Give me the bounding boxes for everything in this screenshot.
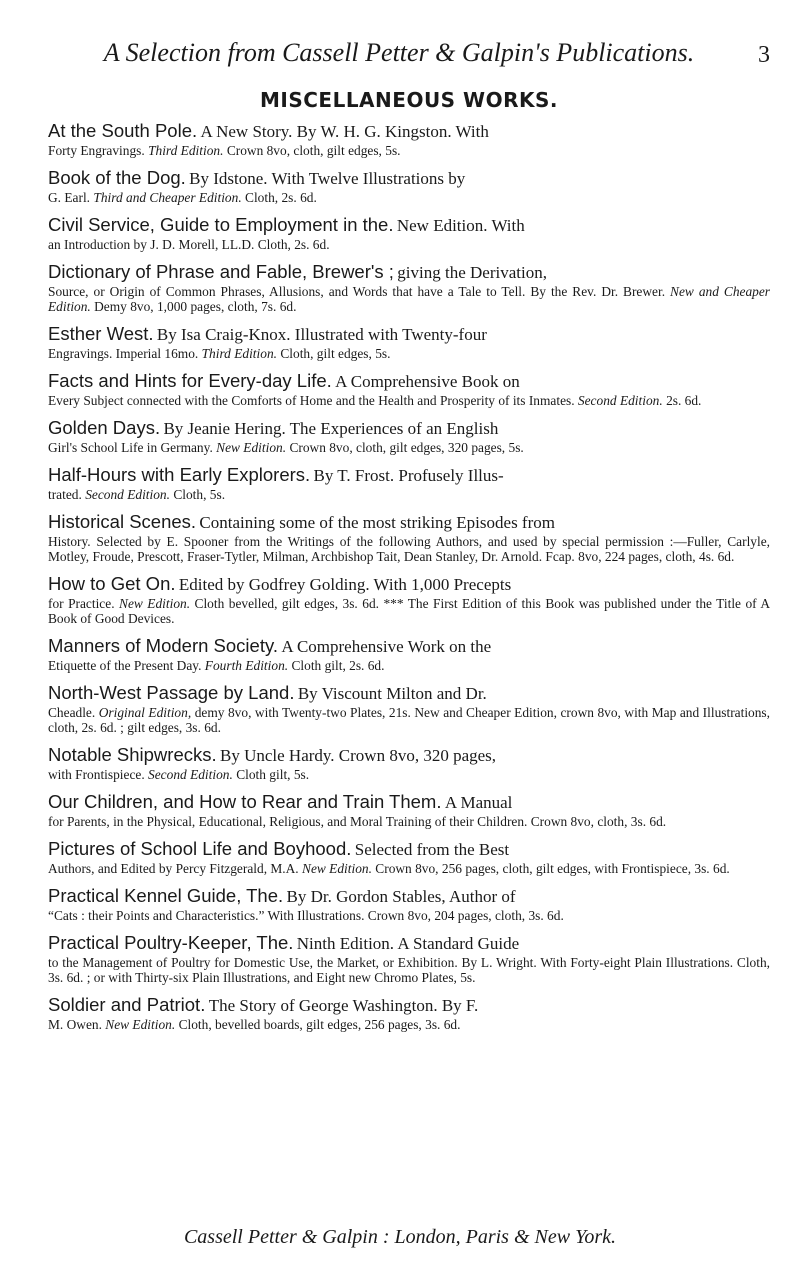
entry-edition: New and Cheaper Edition. — [48, 284, 770, 314]
entry-lead: A New Story. By W. H. G. Kingston. With — [200, 122, 489, 141]
running-head — [48, 36, 770, 70]
entry-description: History. Selected by E. Spooner from the Writings of the following Authors, and used by special permission :—Fuller, Carlyle, Motley, Froude, Prescott, Fraser-Tytler, Milman, Archbishop Tait, Dean Stanley, Dr. Arnold. Fcap. 8vo, 224 pages, cloth, 4s. 6d. — [48, 534, 770, 564]
entry-lead: By Jeanie Hering. The Experiences of an English — [163, 419, 499, 438]
catalogue-entry — [48, 994, 770, 1032]
catalogue-entry — [48, 323, 770, 361]
entry-lead: A Comprehensive Book on — [335, 372, 520, 391]
entry-edition: Second Edition. — [577, 393, 663, 408]
entry-edition: Third and Cheaper Edition. — [93, 190, 242, 205]
entry-lead: Containing some of the most striking Episodes from — [199, 513, 555, 532]
entry-description: G. Earl. — [48, 190, 94, 205]
catalogue-entry — [48, 682, 770, 735]
entry-lead: By T. Frost. Profusely Illus- — [313, 466, 504, 485]
entry-details: Cloth, 2s. 6d. — [241, 190, 317, 205]
entry-lead: giving the Derivation, — [397, 263, 547, 282]
entry-description: Source, or Origin of Common Phrases, Allusions, and Words that have a Tale to Tell. By the Rev. Dr. Brewer. — [48, 284, 671, 299]
entry-description: M. Owen. — [48, 1017, 106, 1032]
entry-description: “Cats : their Points and Characteristics.” With Illustrations. Crown 8vo, 204 pages, cloth, 3s. 6d. — [48, 908, 564, 923]
entry-details: Cloth gilt, 5s. — [232, 767, 310, 782]
section-title: MISCELLANEOUS WORKS. — [259, 88, 559, 112]
entry-lead: Selected from the Best — [354, 840, 510, 859]
entry-lead: The Story of George Washington. By F. — [208, 996, 479, 1015]
entry-details: Crown 8vo, 256 pages, cloth, gilt edges, with Frontispiece, 3s. 6d. — [371, 861, 730, 876]
entry-title: Civil Service, Guide to Employment in the. — [48, 214, 394, 235]
entry-details: Crown 8vo, cloth, gilt edges, 320 pages, 5s. — [286, 440, 524, 455]
entry-description: Cheadle. — [48, 705, 99, 720]
catalogue-entry — [48, 573, 770, 626]
entry-lead: By Uncle Hardy. Crown 8vo, 320 pages, — [220, 746, 497, 765]
catalogue-entry — [48, 744, 770, 782]
entry-title: Soldier and Patriot. — [48, 994, 206, 1015]
entry-description: Engravings. Imperial 16mo. — [48, 346, 202, 361]
catalogue-entry — [48, 838, 770, 876]
page-number: 3 — [758, 42, 770, 68]
entry-lead: By Dr. Gordon Stables, Author of — [286, 887, 516, 906]
entry-description: Every Subject connected with the Comforts of Home and the Health and Prosperity of its Inmates. — [48, 393, 578, 408]
entry-title: At the South Pole. — [48, 120, 198, 141]
entry-title: Our Children, and How to Rear and Train Them. — [48, 791, 442, 812]
entry-lead: By Isa Craig-Knox. Illustrated with Twenty-four — [156, 325, 487, 344]
entry-title: How to Get On. — [48, 573, 176, 594]
entry-title: Golden Days. — [48, 417, 161, 438]
catalogue-entry — [48, 511, 770, 564]
entry-details: Crown 8vo, cloth, gilt edges, 5s. — [223, 143, 401, 158]
catalogue-entry — [48, 417, 770, 455]
catalogue-entry — [48, 932, 770, 985]
publisher-imprint: Cassell Petter & Galpin : London, Paris & New York. — [183, 1226, 617, 1248]
catalogue-entry — [48, 167, 770, 205]
entry-details: Demy 8vo, 1,000 pages, cloth, 7s. 6d. — [90, 299, 297, 314]
entry-edition: New Edition. — [105, 1017, 176, 1032]
entry-title: Pictures of School Life and Boyhood. — [48, 838, 352, 859]
entry-edition: Second Edition. — [148, 767, 233, 782]
catalogue-entry — [48, 261, 770, 314]
entry-details: Cloth, bevelled boards, gilt edges, 256 pages, 3s. 6d. — [175, 1017, 461, 1032]
entry-description: to the Management of Poultry for Domestic Use, the Market, or Exhibition. By L. Wright. With Forty-eight Plain Illustrations. Cloth, 3s. 6d. ; or with Thirty-six Plain Illustrations, and Eight new Chromo Plates, 5s. — [48, 955, 770, 985]
entry-description: an Introduction by J. D. Morell, LL.D. Cloth, 2s. 6d. — [48, 237, 330, 252]
entry-details: 2s. 6d. — [662, 393, 702, 408]
entry-edition: Fourth Edition. — [204, 658, 289, 673]
entry-edition: Original Edition, — [98, 705, 192, 720]
entry-edition: Third Edition. — [148, 143, 224, 158]
entry-edition: Third Edition. — [201, 346, 277, 361]
entry-description: with Frontispiece. — [48, 767, 149, 782]
entry-description: Etiquette of the Present Day. — [48, 658, 205, 673]
entry-title: Facts and Hints for Every-day Life. — [48, 370, 332, 391]
entry-title: Half-Hours with Early Explorers. — [48, 464, 311, 485]
entry-title: Historical Scenes. — [48, 511, 197, 532]
running-title: A Selection from Cassell Petter & Galpin's Publications. — [103, 38, 695, 67]
entry-details: Cloth gilt, 2s. 6d. — [288, 658, 385, 673]
entry-details: Cloth, gilt edges, 5s. — [277, 346, 391, 361]
entry-lead: By Viscount Milton and Dr. — [297, 684, 487, 703]
entry-edition: New Edition. — [216, 440, 287, 455]
entry-title: North-West Passage by Land. — [48, 682, 295, 703]
entry-description: Girl's School Life in Germany. — [48, 440, 217, 455]
entry-details: Cloth bevelled, gilt edges, 3s. 6d. *** The First Edition of this Book was published under the Title of A Book of Good Devices. — [48, 596, 771, 626]
entry-description: for Parents, in the Physical, Educational, Religious, and Moral Training of their Children. Crown 8vo, cloth, 3s. 6d. — [48, 814, 667, 829]
entry-title: Manners of Modern Society. — [48, 635, 278, 656]
entry-edition: New Edition. — [302, 861, 372, 876]
entry-lead: New Edition. With — [396, 216, 525, 235]
entry-lead: Ninth Edition. A Standard Guide — [296, 934, 520, 953]
catalogue-entry — [48, 635, 770, 673]
entry-lead: By Idstone. With Twelve Illustrations by — [189, 169, 466, 188]
entry-title: Practical Kennel Guide, The. — [48, 885, 284, 906]
entry-title: Esther West. — [48, 323, 154, 344]
entry-description: Authors, and Edited by Percy Fitzgerald, M.A. — [48, 861, 303, 876]
entry-description: for Practice. — [48, 596, 120, 611]
entry-lead: A Manual — [444, 793, 513, 812]
entry-title: Practical Poultry-Keeper, The. — [48, 932, 294, 953]
catalogue-entry — [48, 885, 770, 923]
entry-title: Notable Shipwrecks. — [48, 744, 217, 765]
catalogue-entry — [48, 120, 770, 158]
entry-details: Cloth, 5s. — [169, 487, 226, 502]
catalogue-entry — [48, 464, 770, 502]
entry-edition: Second Edition. — [85, 487, 170, 502]
entry-description: Forty Engravings. — [48, 143, 149, 158]
catalogue-entry — [48, 791, 770, 829]
entry-list — [48, 120, 770, 1032]
entry-title: Dictionary of Phrase and Fable, Brewer's ; — [48, 261, 394, 282]
entry-lead: A Comprehensive Work on the — [281, 637, 492, 656]
entry-details: demy 8vo, with Twenty-two Plates, 21s. New and Cheaper Edition, crown 8vo, with Map and Illustrations, cloth, 2s. 6d. ; gilt edges, 3s. 6d. — [48, 705, 770, 735]
catalogue-entry — [48, 370, 770, 408]
entry-edition: New Edition. — [119, 596, 191, 611]
entry-title: Book of the Dog. — [48, 167, 186, 188]
catalogue-entry — [48, 214, 770, 252]
entry-lead: Edited by Godfrey Golding. With 1,000 Precepts — [178, 575, 512, 594]
entry-description: trated. — [48, 487, 86, 502]
